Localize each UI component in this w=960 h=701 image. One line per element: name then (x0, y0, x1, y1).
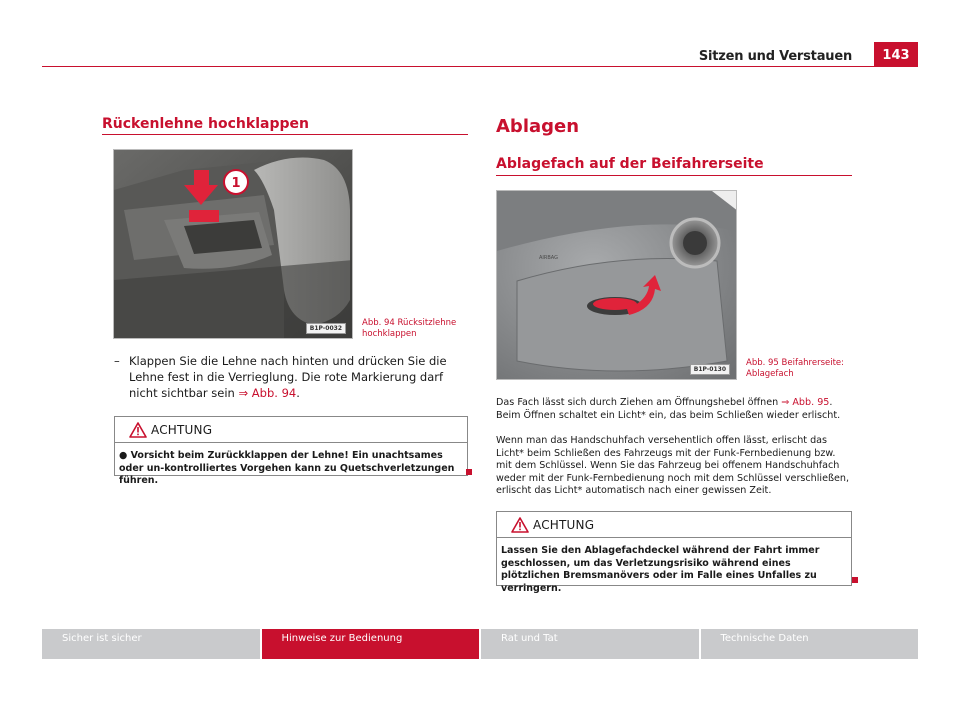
paragraph-opening (496, 397, 854, 422)
instruction-step (114, 353, 464, 401)
caption-line: hochklappen (362, 329, 417, 339)
figure-reference-link[interactable]: ⇒ Abb. 95 (781, 397, 830, 408)
step-end: . (296, 386, 300, 400)
warning-box-backrest (114, 416, 468, 486)
caption-line: Abb. 94 Rücksitzlehne (362, 318, 457, 328)
figure-code: B1P-0130 (690, 364, 730, 375)
section-heading-rule (102, 134, 468, 135)
step-dash: – (114, 354, 120, 368)
figure-rear-seat-backrest (113, 149, 353, 339)
caption-line: Ablagefach (746, 369, 794, 379)
section-heading-glovebox: Ablagefach auf der Beifahrerseite (496, 156, 764, 172)
section-end-marker (852, 577, 858, 583)
figure-code: B1P-0032 (306, 323, 346, 334)
figure-reference-link[interactable]: ⇒ Abb. 94 (238, 386, 297, 400)
paragraph-light: Wenn man das Handschuhfach versehentlich offen lässt, erlischt das Licht* beim Schließen des Fahrzeugs mit der Funk-Fernbedienung bzw. mit dem Schlüssel. Wenn Sie das Fahrzeug bei offenem Handschuhfach weder mit der Funk-Fernbedienung noch mit dem Schlüssel verschließen, erlischt das Licht* automatisch nach einer gewissen Zeit. (496, 435, 850, 496)
warning-text: Lassen Sie den Ablagefachdeckel während der Fahrt immer geschlossen, um das Verletzungsrisiko während eines plötzlichen Bremsmanövers oder im Falle eines Unfalles zu verringern. (501, 545, 820, 594)
page-number: 143 (874, 42, 918, 67)
figure-caption-94 (362, 318, 456, 340)
figure-glovebox (496, 190, 737, 380)
step-text: Klappen Sie die Lehne nach hinten und drücken Sie die Lehne fest in die Verrieglung. Die rote Markierung darf nicht sichtbar sein (129, 354, 447, 400)
warning-header (115, 417, 467, 443)
footer-tab-advice[interactable]: Rat und Tat (481, 629, 699, 659)
footer-tab-safety[interactable]: Sicher ist sicher (42, 629, 260, 659)
rear-seat-illustration (114, 150, 353, 339)
chapter-title: Ablagen (496, 116, 580, 137)
warning-triangle-icon (511, 517, 529, 533)
warning-text: ● Vorsicht beim Zurückklappen der Lehne! Ein unachtsames oder un-kontrolliertes Vorgehen kann zu Quetschverletzungen führen. (119, 450, 455, 486)
section-end-marker (466, 469, 472, 475)
paragraph-text: . Beim Öffnen schaltet ein Licht* ein, das beim Schließen wieder erlischt. (496, 397, 841, 421)
glovebox-illustration (497, 191, 737, 380)
footer-tab-operation[interactable]: Hinweise zur Bedienung (262, 629, 480, 659)
chapter-navigation (42, 629, 918, 659)
section-heading-rule (496, 175, 852, 176)
figure-callout-1: 1 (231, 176, 241, 191)
warning-header (497, 512, 851, 538)
warning-title: ACHTUNG (151, 423, 213, 437)
section-heading-backrest: Rückenlehne hochklappen (102, 116, 309, 132)
footer-tab-technical[interactable]: Technische Daten (701, 629, 919, 659)
airbag-label: AIRBAG (539, 255, 559, 261)
figure-caption-95 (746, 358, 844, 380)
caption-line: Abb. 95 Beifahrerseite: (746, 358, 845, 368)
paragraph-text: Das Fach lässt sich durch Ziehen am Öffnungshebel öffnen (496, 397, 782, 408)
header-rule (42, 66, 918, 67)
running-title: Sitzen und Verstauen (698, 49, 852, 64)
warning-box-glovebox (496, 511, 852, 594)
warning-triangle-icon (129, 422, 147, 438)
warning-title: ACHTUNG (533, 518, 595, 532)
